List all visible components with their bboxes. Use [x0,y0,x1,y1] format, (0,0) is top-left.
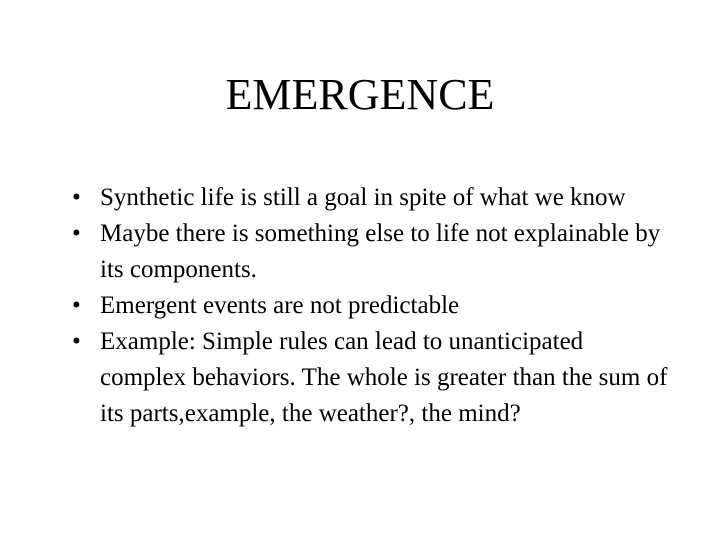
bullet-text: Example: Simple rules can lead to unanticipated complex behaviors. The whole is greater than the sum of its parts,example, the weather?, the mind? [100,328,668,427]
bullet-dot-icon: • [72,184,81,211]
bullet-item [72,180,672,216]
bullet-item [72,324,672,432]
bullet-text: Synthetic life is still a goal in spite of what we know [100,184,626,211]
bullet-list [72,180,672,432]
bullet-dot-icon: • [72,292,81,319]
bullet-dot-icon: • [72,328,81,355]
slide-title: EMERGENCE [225,70,495,119]
bullet-item [72,288,672,324]
bullet-text: Maybe there is something else to life not explainable by its components. [100,220,661,283]
bullet-text: Emergent events are not predictable [100,292,460,319]
bullet-item [72,216,672,288]
bullet-dot-icon: • [72,220,81,247]
